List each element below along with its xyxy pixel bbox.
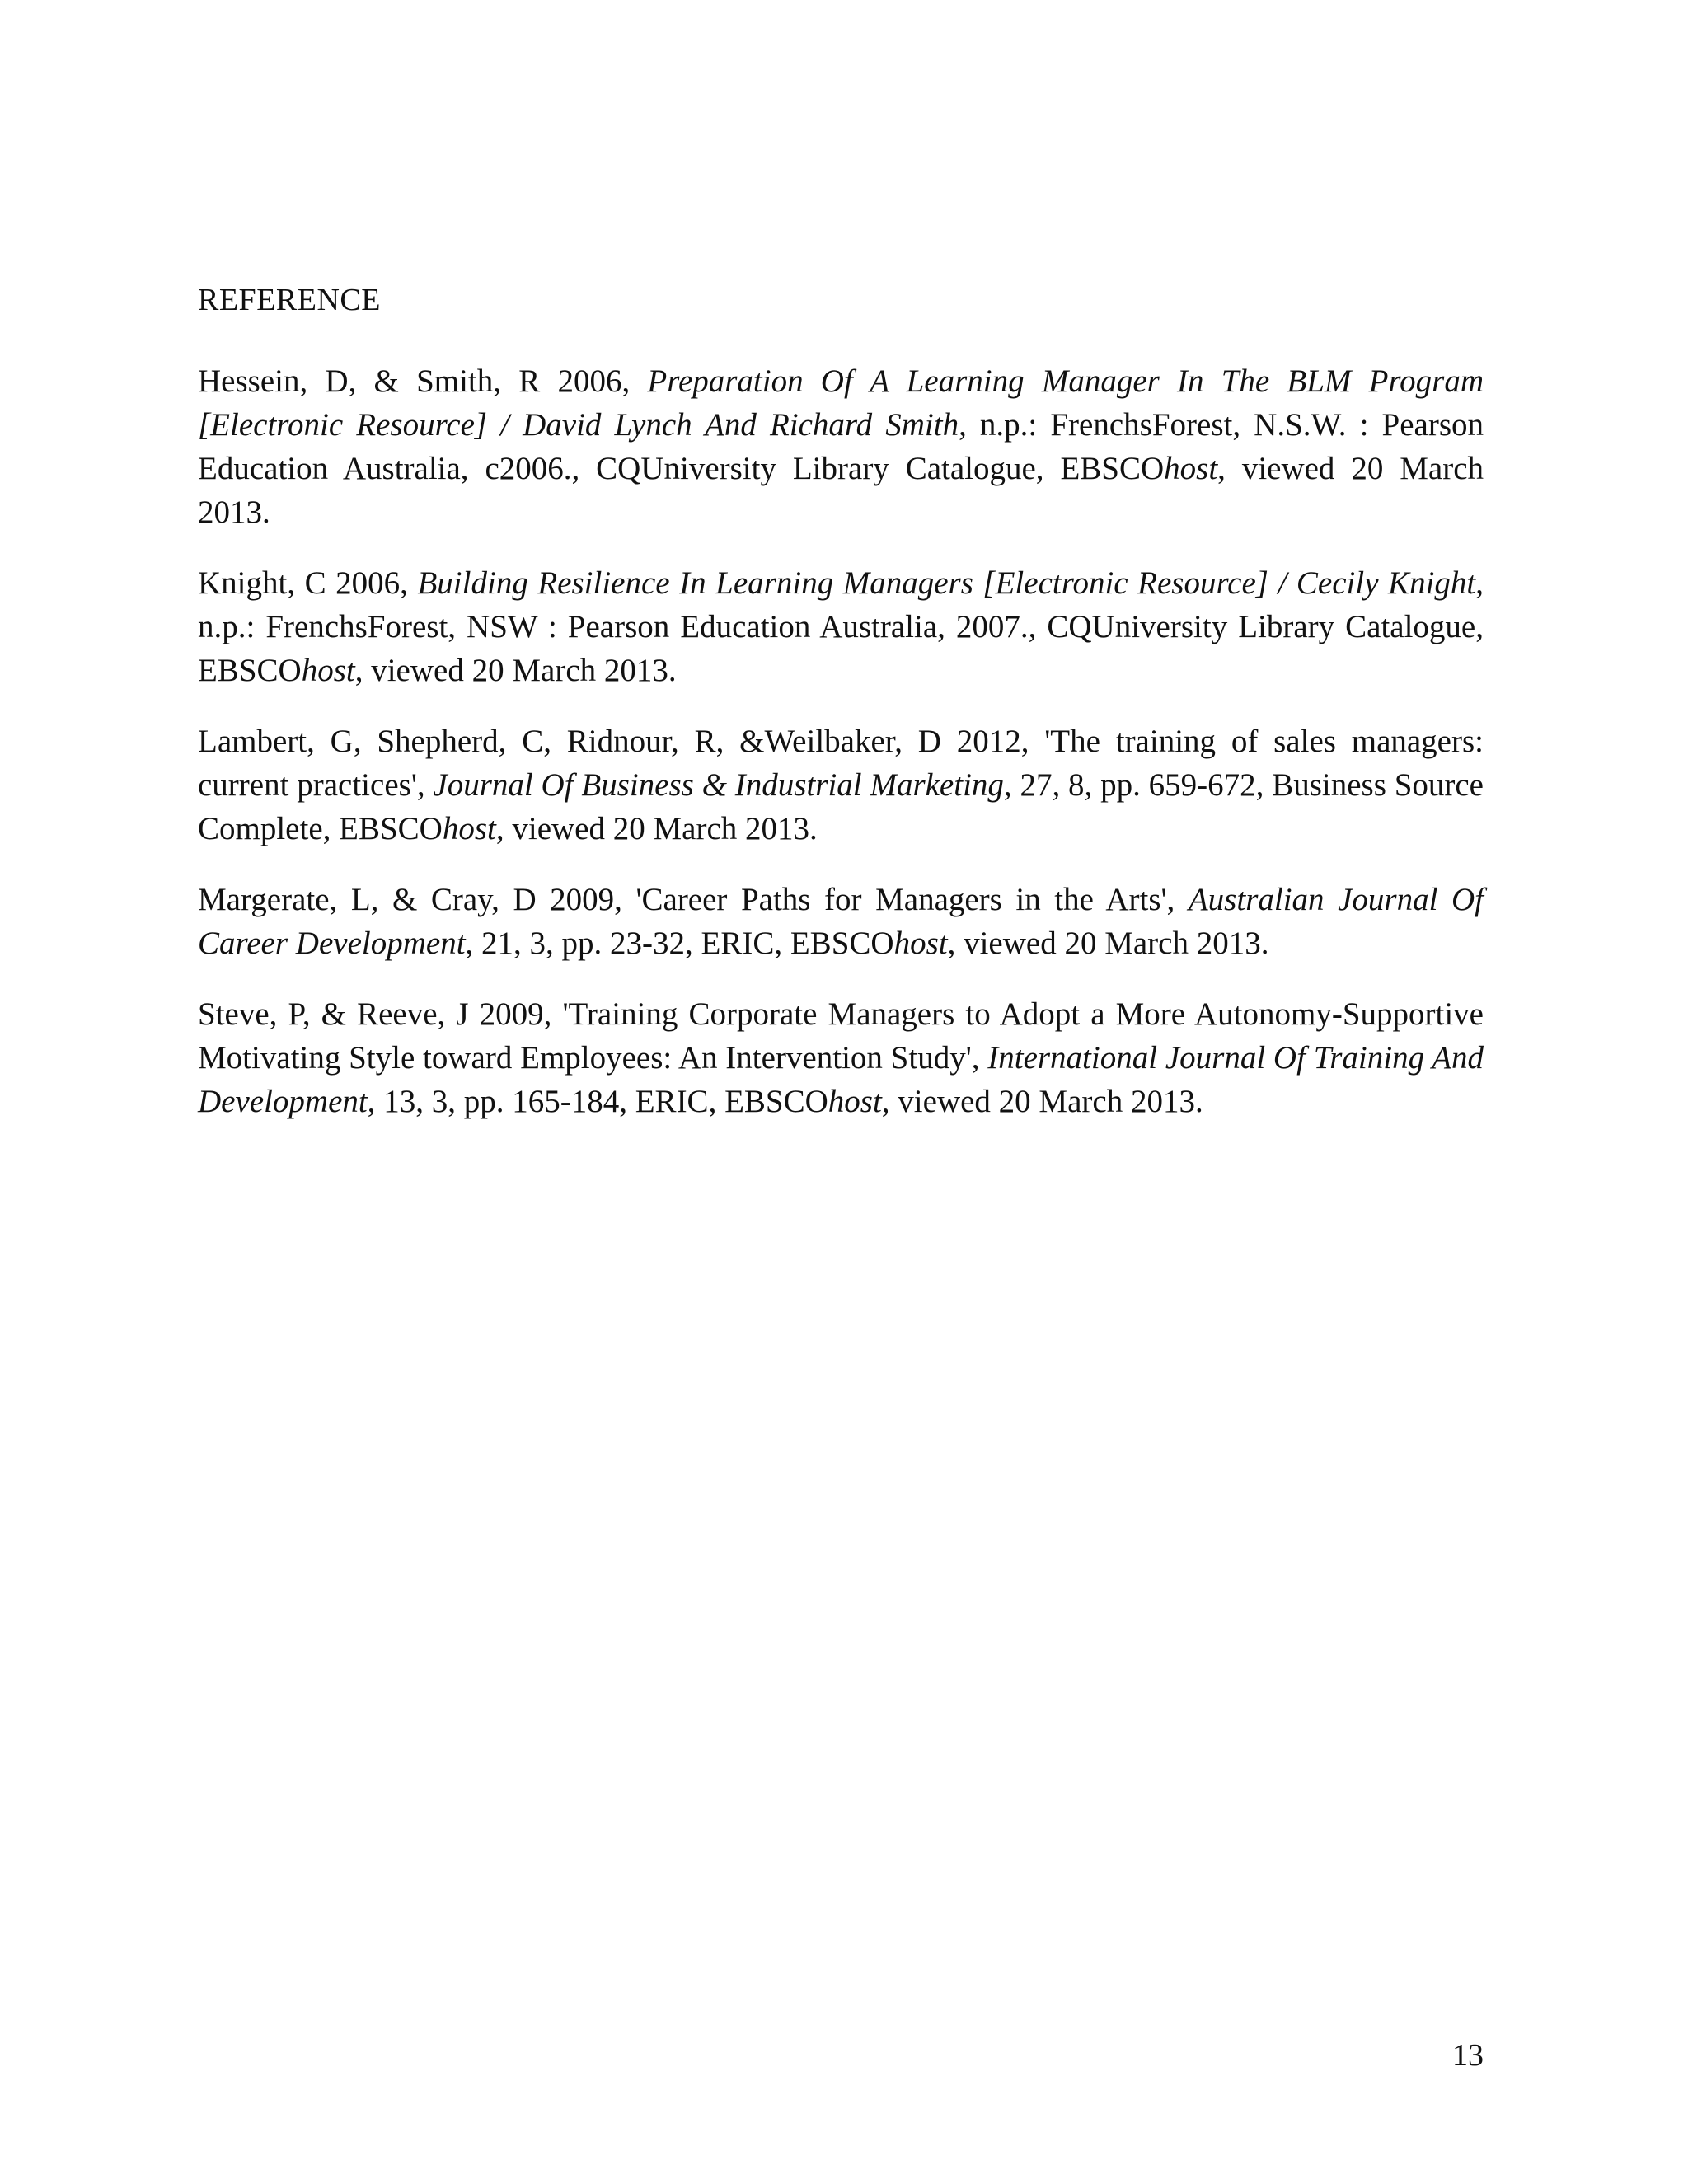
reference-host: host [442,811,496,846]
reference-details: , 13, 3, pp. 165-184, ERIC, EBSCO [367,1084,828,1119]
reference-entry-4 [198,878,1484,965]
reference-entry-2 [198,561,1484,692]
reference-host: host [828,1084,882,1119]
reference-host: host [893,926,948,961]
reference-authors: Lambert, G, Shepherd, C, Ridnour, R, &Weilbaker, D 2012, 'The training of sales managers: current practices', [198,724,1484,803]
reference-details: , n.p.: FrenchsForest, N.S.W. : Pearson Education Australia, c2006., CQUniversity Library Catalogue, EBSCO [198,407,1484,486]
reference-details: , 21, 3, pp. 23-32, ERIC, EBSCO [465,926,894,961]
reference-authors: Margerate, L, & Cray, D 2009, 'Career Paths for Managers in the Arts', [198,882,1189,917]
reference-details: , 27, 8, pp. 659-672, Business Source Complete, EBSCO [198,767,1484,846]
reference-authors: Hessein, D, & Smith, R 2006, [198,363,648,399]
page-number: 13 [1452,2038,1484,2073]
reference-authors: Steve, P, & Reeve, J 2009, 'Training Corporate Managers to Adopt a More Autonomy-Supportive Motivating Style toward Employees: An Intervention Study', [198,996,1484,1076]
reference-viewed: , viewed 20 March 2013. [495,811,818,846]
reference-viewed: , viewed 20 March 2013. [198,451,1484,530]
reference-host: host [301,653,355,688]
reference-heading: REFERENCE [198,283,381,317]
reference-list [198,359,1484,1151]
reference-journal: Journal Of Business & Industrial Marketing [433,767,1004,803]
reference-viewed: , viewed 20 March 2013. [881,1084,1203,1119]
reference-entry-3 [198,719,1484,851]
reference-viewed: , viewed 20 March 2013. [354,653,677,688]
reference-journal: International Journal Of Training And Development [198,1040,1484,1119]
reference-details: , n.p.: FrenchsForest, NSW : Pearson Education Australia, 2007., CQUniversity Library Catalogue, EBSCO [198,565,1484,688]
reference-entry-5 [198,992,1484,1123]
reference-title: Building Resilience In Learning Managers [Electronic Resource] / Cecily Knight [417,565,1476,601]
reference-host: host [1164,451,1218,486]
reference-entry-1 [198,359,1484,534]
reference-viewed: , viewed 20 March 2013. [947,926,1269,961]
reference-journal: Australian Journal Of Career Development [198,882,1484,961]
reference-authors: Knight, C 2006, [198,565,418,601]
reference-title: Preparation Of A Learning Manager In The BLM Program [Electronic Resource] / David Lynch And Richard Smith [198,363,1484,443]
